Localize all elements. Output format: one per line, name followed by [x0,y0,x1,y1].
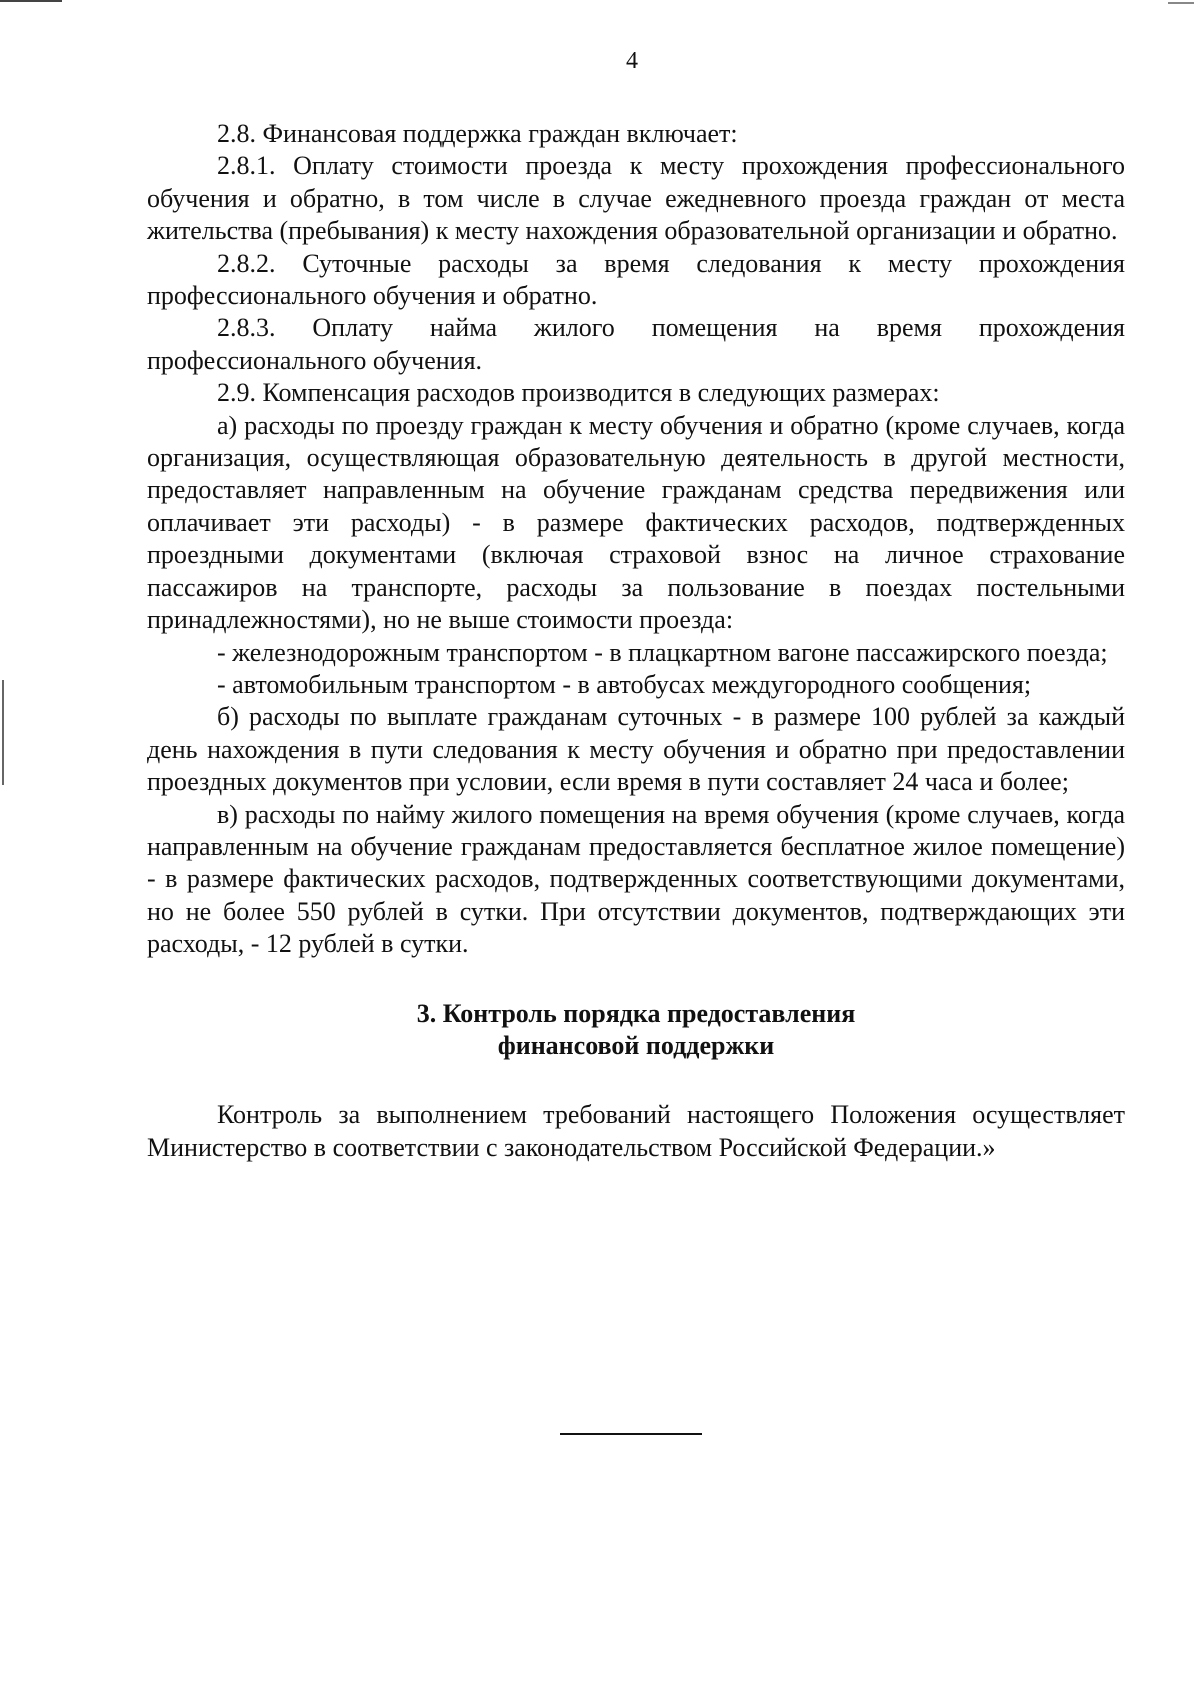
scan-artifact-left-edge [2,680,4,785]
paragraph-2-8-2: 2.8.2. Суточные расходы за время следования к месту прохождения профессионального обучения и обратно. [147,248,1125,311]
page-number: 4 [626,48,638,74]
scan-artifact-top-right [1168,2,1194,4]
paragraph-2-8: 2.8. Финансовая поддержка граждан включает: [217,119,738,148]
section-3-heading-line-1: 3. Контроль порядка предоставления [416,998,856,1028]
paragraph-2-8-1: 2.8.1. Оплату стоимости проезда к месту прохождения профессионального обучения и обратно, в том числе в случае ежедневного проезда граждан от места жительства (пребывания) к месту нахождения образовательной организации и обратно. [147,151,1125,246]
paragraph-2-8-3: 2.8.3. Оплату найма жилого помещения на время прохождения профессионального обучения. [147,313,1125,375]
document-body [147,118,1125,1164]
section-3-heading [147,998,1125,1063]
list-item-bus: - автомобильным транспортом - в автобусах междугородного сообщения; [217,669,1032,699]
section-3-heading-line-2: финансовой поддержки [497,1030,775,1060]
scan-artifact-top-left [0,0,62,2]
section-3-paragraph: Контроль за выполнением требований настоящего Положения осуществляет Министерство в соответствии с законодательством Российской Федерации.» [147,1100,1125,1162]
paragraph-2-9-b: б) расходы по выплате гражданам суточных - в размере 100 рублей за каждый день нахождения в пути следования к месту обучения и обратно при предоставлении проездных документов при условии, если время в пути составляет 24 часа и более; [147,702,1125,797]
paragraph-2-9: 2.9. Компенсация расходов производится в следующих размерах: [217,378,940,408]
closing-divider [560,1433,702,1435]
list-item-rail: - железнодорожным транспортом - в плацкартном вагоне пассажирского поезда; [217,637,1108,667]
paragraph-2-9-v: в) расходы по найму жилого помещения на время обучения (кроме случаев, когда направленным на обучение гражданам предоставляется бесплатное жилое помещение) - в размере фактических расходов, подтвержденных соответствующими документами, но не более 550 рублей в сутки. При отсутствии документов, подтверждающих эти расходы, - 12 рублей в сутки. [147,799,1125,959]
paragraph-2-9-a: а) расходы по проезду граждан к месту обучения и обратно (кроме случаев, когда организация, осуществляющая образовательную деятельность в другой местности, предоставляет направленным на обучение гражданам средства передвижения или оплачивает эти расходы) - в размере фактических расходов, подтвержденных проездными документами (включая страховой взнос на личное страхование пассажиров на транспорте, расходы за пользование в поездах постельными принадлежностями), но не выше стоимости проезда: [147,410,1125,635]
